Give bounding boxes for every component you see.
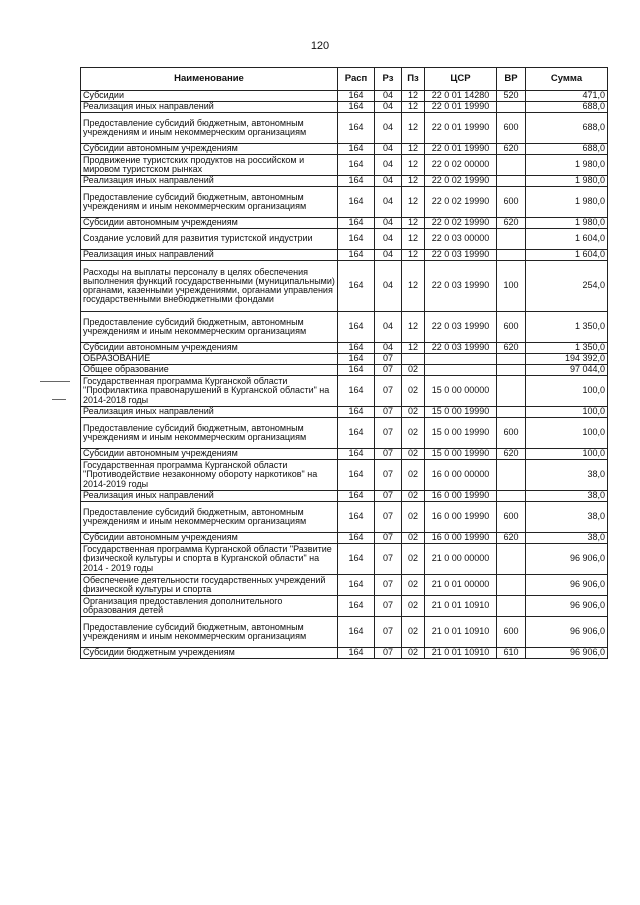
cell-pz: 02 [402, 418, 425, 449]
cell-rz: 04 [375, 250, 402, 261]
cell-csr: 15 0 00 00000 [425, 376, 497, 407]
cell-name: Предоставление субсидий бюджетным, автономным учреждениям и иным некоммерческим организациям [81, 502, 338, 533]
cell-csr: 16 0 00 19990 [425, 533, 497, 544]
cell-vr [497, 575, 526, 596]
cell-rz: 07 [375, 596, 402, 617]
cell-rasp: 164 [338, 407, 375, 418]
table-row [81, 407, 608, 418]
table-header-row [81, 68, 608, 91]
cell-rasp: 164 [338, 544, 375, 575]
cell-vr [497, 544, 526, 575]
cell-pz: 02 [402, 365, 425, 376]
cell-pz: 02 [402, 617, 425, 648]
cell-csr: 16 0 00 19990 [425, 502, 497, 533]
cell-name: Субсидии автономным учреждениям [81, 449, 338, 460]
cell-sum: 1 604,0 [526, 250, 608, 261]
header-sum: Сумма [526, 68, 608, 91]
cell-name: Продвижение туристских продуктов на российском и мировом туристском рынках [81, 155, 338, 176]
cell-name: Государственная программа Курганской области "Развитие физической культуры и спорта в Курганской области" на 2014 - 2019 годы [81, 544, 338, 575]
table-row [81, 187, 608, 218]
cell-pz: 02 [402, 533, 425, 544]
cell-name: Субсидии автономным учреждениям [81, 218, 338, 229]
cell-name: Реализация иных направлений [81, 102, 338, 113]
cell-rz: 07 [375, 354, 402, 365]
cell-sum: 96 906,0 [526, 575, 608, 596]
cell-name: Расходы на выплаты персоналу в целях обеспечения выполнения функций государственными (муниципальными) органами, казенными учреждениями, органами управления государственными внебюджетными фондами [81, 261, 338, 312]
cell-csr: 22 0 03 19990 [425, 343, 497, 354]
cell-sum: 688,0 [526, 102, 608, 113]
cell-pz: 12 [402, 155, 425, 176]
cell-pz: 12 [402, 144, 425, 155]
cell-sum: 688,0 [526, 113, 608, 144]
cell-csr: 15 0 00 19990 [425, 407, 497, 418]
table-row [81, 460, 608, 491]
cell-rz: 04 [375, 218, 402, 229]
cell-sum: 97 044,0 [526, 365, 608, 376]
cell-csr: 15 0 00 19990 [425, 418, 497, 449]
cell-name: Реализация иных направлений [81, 176, 338, 187]
table-row [81, 502, 608, 533]
cell-csr: 22 0 02 19990 [425, 218, 497, 229]
cell-vr: 620 [497, 144, 526, 155]
cell-sum: 100,0 [526, 418, 608, 449]
table-row [81, 617, 608, 648]
cell-pz: 02 [402, 407, 425, 418]
cell-rasp: 164 [338, 376, 375, 407]
cell-vr: 600 [497, 187, 526, 218]
cell-name: Реализация иных направлений [81, 250, 338, 261]
table-row [81, 261, 608, 312]
cell-vr [497, 155, 526, 176]
table-row [81, 155, 608, 176]
header-rasp: Расп [338, 68, 375, 91]
cell-csr: 16 0 00 19990 [425, 491, 497, 502]
cell-sum: 1 980,0 [526, 218, 608, 229]
cell-sum: 1 980,0 [526, 155, 608, 176]
table-row [81, 343, 608, 354]
cell-name: Предоставление субсидий бюджетным, автономным учреждениям и иным некоммерческим организациям [81, 312, 338, 343]
cell-csr: 22 0 03 19990 [425, 261, 497, 312]
cell-name: Субсидии бюджетным учреждениям [81, 648, 338, 659]
cell-csr: 15 0 00 19990 [425, 449, 497, 460]
cell-rasp: 164 [338, 449, 375, 460]
cell-sum: 100,0 [526, 376, 608, 407]
cell-name: Реализация иных направлений [81, 491, 338, 502]
cell-sum: 96 906,0 [526, 648, 608, 659]
table-row [81, 449, 608, 460]
cell-rz: 04 [375, 229, 402, 250]
cell-vr [497, 102, 526, 113]
cell-sum: 1 350,0 [526, 312, 608, 343]
cell-rz: 07 [375, 460, 402, 491]
cell-pz: 02 [402, 449, 425, 460]
cell-sum: 1 980,0 [526, 176, 608, 187]
cell-sum: 38,0 [526, 460, 608, 491]
cell-csr: 21 0 00 00000 [425, 544, 497, 575]
cell-csr: 22 0 01 19990 [425, 102, 497, 113]
cell-name: Обеспечение деятельности государственных учреждений физической культуры и спорта [81, 575, 338, 596]
cell-sum: 688,0 [526, 144, 608, 155]
cell-vr: 600 [497, 617, 526, 648]
cell-rz: 04 [375, 176, 402, 187]
cell-pz: 12 [402, 176, 425, 187]
cell-csr: 22 0 01 19990 [425, 144, 497, 155]
table-row [81, 312, 608, 343]
cell-sum: 38,0 [526, 502, 608, 533]
cell-rasp: 164 [338, 343, 375, 354]
cell-rz: 07 [375, 648, 402, 659]
cell-rz: 04 [375, 91, 402, 102]
cell-rz: 07 [375, 575, 402, 596]
cell-rz: 07 [375, 502, 402, 533]
page-number: 120 [310, 40, 330, 52]
cell-rz: 04 [375, 261, 402, 312]
cell-sum: 96 906,0 [526, 596, 608, 617]
table-row [81, 113, 608, 144]
budget-table [80, 67, 608, 659]
cell-rasp: 164 [338, 91, 375, 102]
cell-vr: 620 [497, 449, 526, 460]
cell-sum: 254,0 [526, 261, 608, 312]
cell-rz: 07 [375, 491, 402, 502]
header-vr: ВР [497, 68, 526, 91]
cell-csr: 22 0 03 19990 [425, 312, 497, 343]
cell-vr: 610 [497, 648, 526, 659]
cell-vr: 620 [497, 533, 526, 544]
cell-vr [497, 365, 526, 376]
cell-rasp: 164 [338, 155, 375, 176]
cell-rz: 04 [375, 102, 402, 113]
table-row [81, 102, 608, 113]
cell-name: Предоставление субсидий бюджетным, автономным учреждениям и иным некоммерческим организациям [81, 418, 338, 449]
cell-rasp: 164 [338, 113, 375, 144]
cell-pz: 02 [402, 376, 425, 407]
cell-rz: 04 [375, 187, 402, 218]
cell-name: Государственная программа Курганской области "Противодействие незаконному обороту наркотиков" на 2014-2019 годы [81, 460, 338, 491]
cell-rz: 07 [375, 407, 402, 418]
cell-pz: 12 [402, 343, 425, 354]
cell-sum: 1 350,0 [526, 343, 608, 354]
cell-rasp: 164 [338, 418, 375, 449]
cell-rasp: 164 [338, 648, 375, 659]
cell-rz: 07 [375, 418, 402, 449]
cell-vr [497, 354, 526, 365]
table-row [81, 91, 608, 102]
cell-rasp: 164 [338, 365, 375, 376]
table-row [81, 176, 608, 187]
table-row [81, 418, 608, 449]
cell-rz: 04 [375, 343, 402, 354]
cell-rz: 07 [375, 365, 402, 376]
cell-rz: 07 [375, 376, 402, 407]
cell-vr: 600 [497, 502, 526, 533]
table-row [81, 376, 608, 407]
cell-pz: 02 [402, 544, 425, 575]
cell-sum: 100,0 [526, 449, 608, 460]
cell-name: Организация предоставления дополнительного образования детей [81, 596, 338, 617]
cell-name: Субсидии автономным учреждениям [81, 533, 338, 544]
cell-name: Создание условий для развития туристской индустрии [81, 229, 338, 250]
cell-rz: 07 [375, 544, 402, 575]
cell-sum: 1 604,0 [526, 229, 608, 250]
header-csr: ЦСР [425, 68, 497, 91]
cell-rasp: 164 [338, 250, 375, 261]
cell-pz: 12 [402, 113, 425, 144]
cell-name: Государственная программа Курганской области "Профилактика правонарушений в Курганской области" на 2014-2018 годы [81, 376, 338, 407]
cell-sum: 100,0 [526, 407, 608, 418]
cell-rz: 07 [375, 617, 402, 648]
cell-csr: 16 0 00 00000 [425, 460, 497, 491]
cell-pz: 12 [402, 102, 425, 113]
cell-rasp: 164 [338, 312, 375, 343]
cell-rz: 07 [375, 533, 402, 544]
cell-csr: 22 0 01 19990 [425, 113, 497, 144]
table-row [81, 491, 608, 502]
cell-rz: 04 [375, 312, 402, 343]
cell-pz: 02 [402, 502, 425, 533]
cell-vr: 100 [497, 261, 526, 312]
table-row [81, 544, 608, 575]
cell-rasp: 164 [338, 144, 375, 155]
cell-rasp: 164 [338, 460, 375, 491]
cell-sum: 1 980,0 [526, 187, 608, 218]
cell-pz: 02 [402, 596, 425, 617]
table-row [81, 648, 608, 659]
cell-csr: 21 0 01 10910 [425, 648, 497, 659]
cell-rasp: 164 [338, 575, 375, 596]
cell-pz: 02 [402, 575, 425, 596]
cell-pz [402, 354, 425, 365]
cell-name: Предоставление субсидий бюджетным, автономным учреждениям и иным некоммерческим организациям [81, 113, 338, 144]
cell-pz: 12 [402, 187, 425, 218]
cell-csr: 21 0 01 10910 [425, 596, 497, 617]
cell-vr: 600 [497, 312, 526, 343]
cell-name: ОБРАЗОВАНИЕ [81, 354, 338, 365]
cell-vr: 600 [497, 113, 526, 144]
table-row [81, 365, 608, 376]
cell-vr [497, 460, 526, 491]
cell-csr: 22 0 02 19990 [425, 176, 497, 187]
header-rz: Рз [375, 68, 402, 91]
cell-rasp: 164 [338, 261, 375, 312]
cell-csr [425, 354, 497, 365]
cell-name: Субсидии автономным учреждениям [81, 144, 338, 155]
cell-rasp: 164 [338, 354, 375, 365]
cell-vr [497, 176, 526, 187]
table-body [81, 91, 608, 659]
cell-pz: 02 [402, 460, 425, 491]
cell-vr [497, 491, 526, 502]
cell-csr: 22 0 03 19990 [425, 250, 497, 261]
cell-vr: 620 [497, 218, 526, 229]
cell-pz: 12 [402, 250, 425, 261]
cell-csr: 21 0 01 10910 [425, 617, 497, 648]
header-pz: Пз [402, 68, 425, 91]
cell-name: Реализация иных направлений [81, 407, 338, 418]
table-row [81, 229, 608, 250]
table-row [81, 144, 608, 155]
cell-pz: 02 [402, 648, 425, 659]
cell-rasp: 164 [338, 596, 375, 617]
cell-vr [497, 250, 526, 261]
cell-sum: 38,0 [526, 491, 608, 502]
cell-rasp: 164 [338, 533, 375, 544]
cell-pz: 12 [402, 91, 425, 102]
cell-rasp: 164 [338, 617, 375, 648]
cell-vr [497, 229, 526, 250]
cell-csr: 22 0 03 00000 [425, 229, 497, 250]
scan-artifact [40, 381, 70, 382]
cell-rasp: 164 [338, 176, 375, 187]
cell-rz: 04 [375, 155, 402, 176]
cell-sum: 38,0 [526, 533, 608, 544]
cell-rasp: 164 [338, 491, 375, 502]
table-row [81, 250, 608, 261]
cell-csr: 22 0 02 19990 [425, 187, 497, 218]
scan-artifact [52, 399, 66, 400]
cell-name: Предоставление субсидий бюджетным, автономным учреждениям и иным некоммерческим организациям [81, 187, 338, 218]
cell-vr [497, 407, 526, 418]
cell-vr: 620 [497, 343, 526, 354]
table-row [81, 596, 608, 617]
cell-name: Субсидии автономным учреждениям [81, 343, 338, 354]
cell-rz: 04 [375, 144, 402, 155]
cell-rasp: 164 [338, 102, 375, 113]
table-row [81, 354, 608, 365]
cell-sum: 96 906,0 [526, 617, 608, 648]
table-row [81, 218, 608, 229]
cell-pz: 12 [402, 261, 425, 312]
cell-sum: 96 906,0 [526, 544, 608, 575]
cell-csr: 22 0 02 00000 [425, 155, 497, 176]
cell-csr: 21 0 01 00000 [425, 575, 497, 596]
cell-pz: 12 [402, 312, 425, 343]
cell-vr: 520 [497, 91, 526, 102]
cell-csr: 22 0 01 14280 [425, 91, 497, 102]
cell-name: Субсидии [81, 91, 338, 102]
cell-rasp: 164 [338, 229, 375, 250]
table-row [81, 575, 608, 596]
cell-name: Общее образование [81, 365, 338, 376]
cell-pz: 12 [402, 229, 425, 250]
cell-name: Предоставление субсидий бюджетным, автономным учреждениям и иным некоммерческим организациям [81, 617, 338, 648]
cell-vr [497, 596, 526, 617]
cell-sum: 471,0 [526, 91, 608, 102]
cell-pz: 02 [402, 491, 425, 502]
cell-rz: 04 [375, 113, 402, 144]
cell-vr [497, 376, 526, 407]
cell-csr [425, 365, 497, 376]
cell-rasp: 164 [338, 502, 375, 533]
cell-rasp: 164 [338, 218, 375, 229]
cell-sum: 194 392,0 [526, 354, 608, 365]
table-row [81, 533, 608, 544]
header-name: Наименование [81, 68, 338, 91]
cell-vr: 600 [497, 418, 526, 449]
cell-rasp: 164 [338, 187, 375, 218]
cell-rz: 07 [375, 449, 402, 460]
cell-pz: 12 [402, 218, 425, 229]
